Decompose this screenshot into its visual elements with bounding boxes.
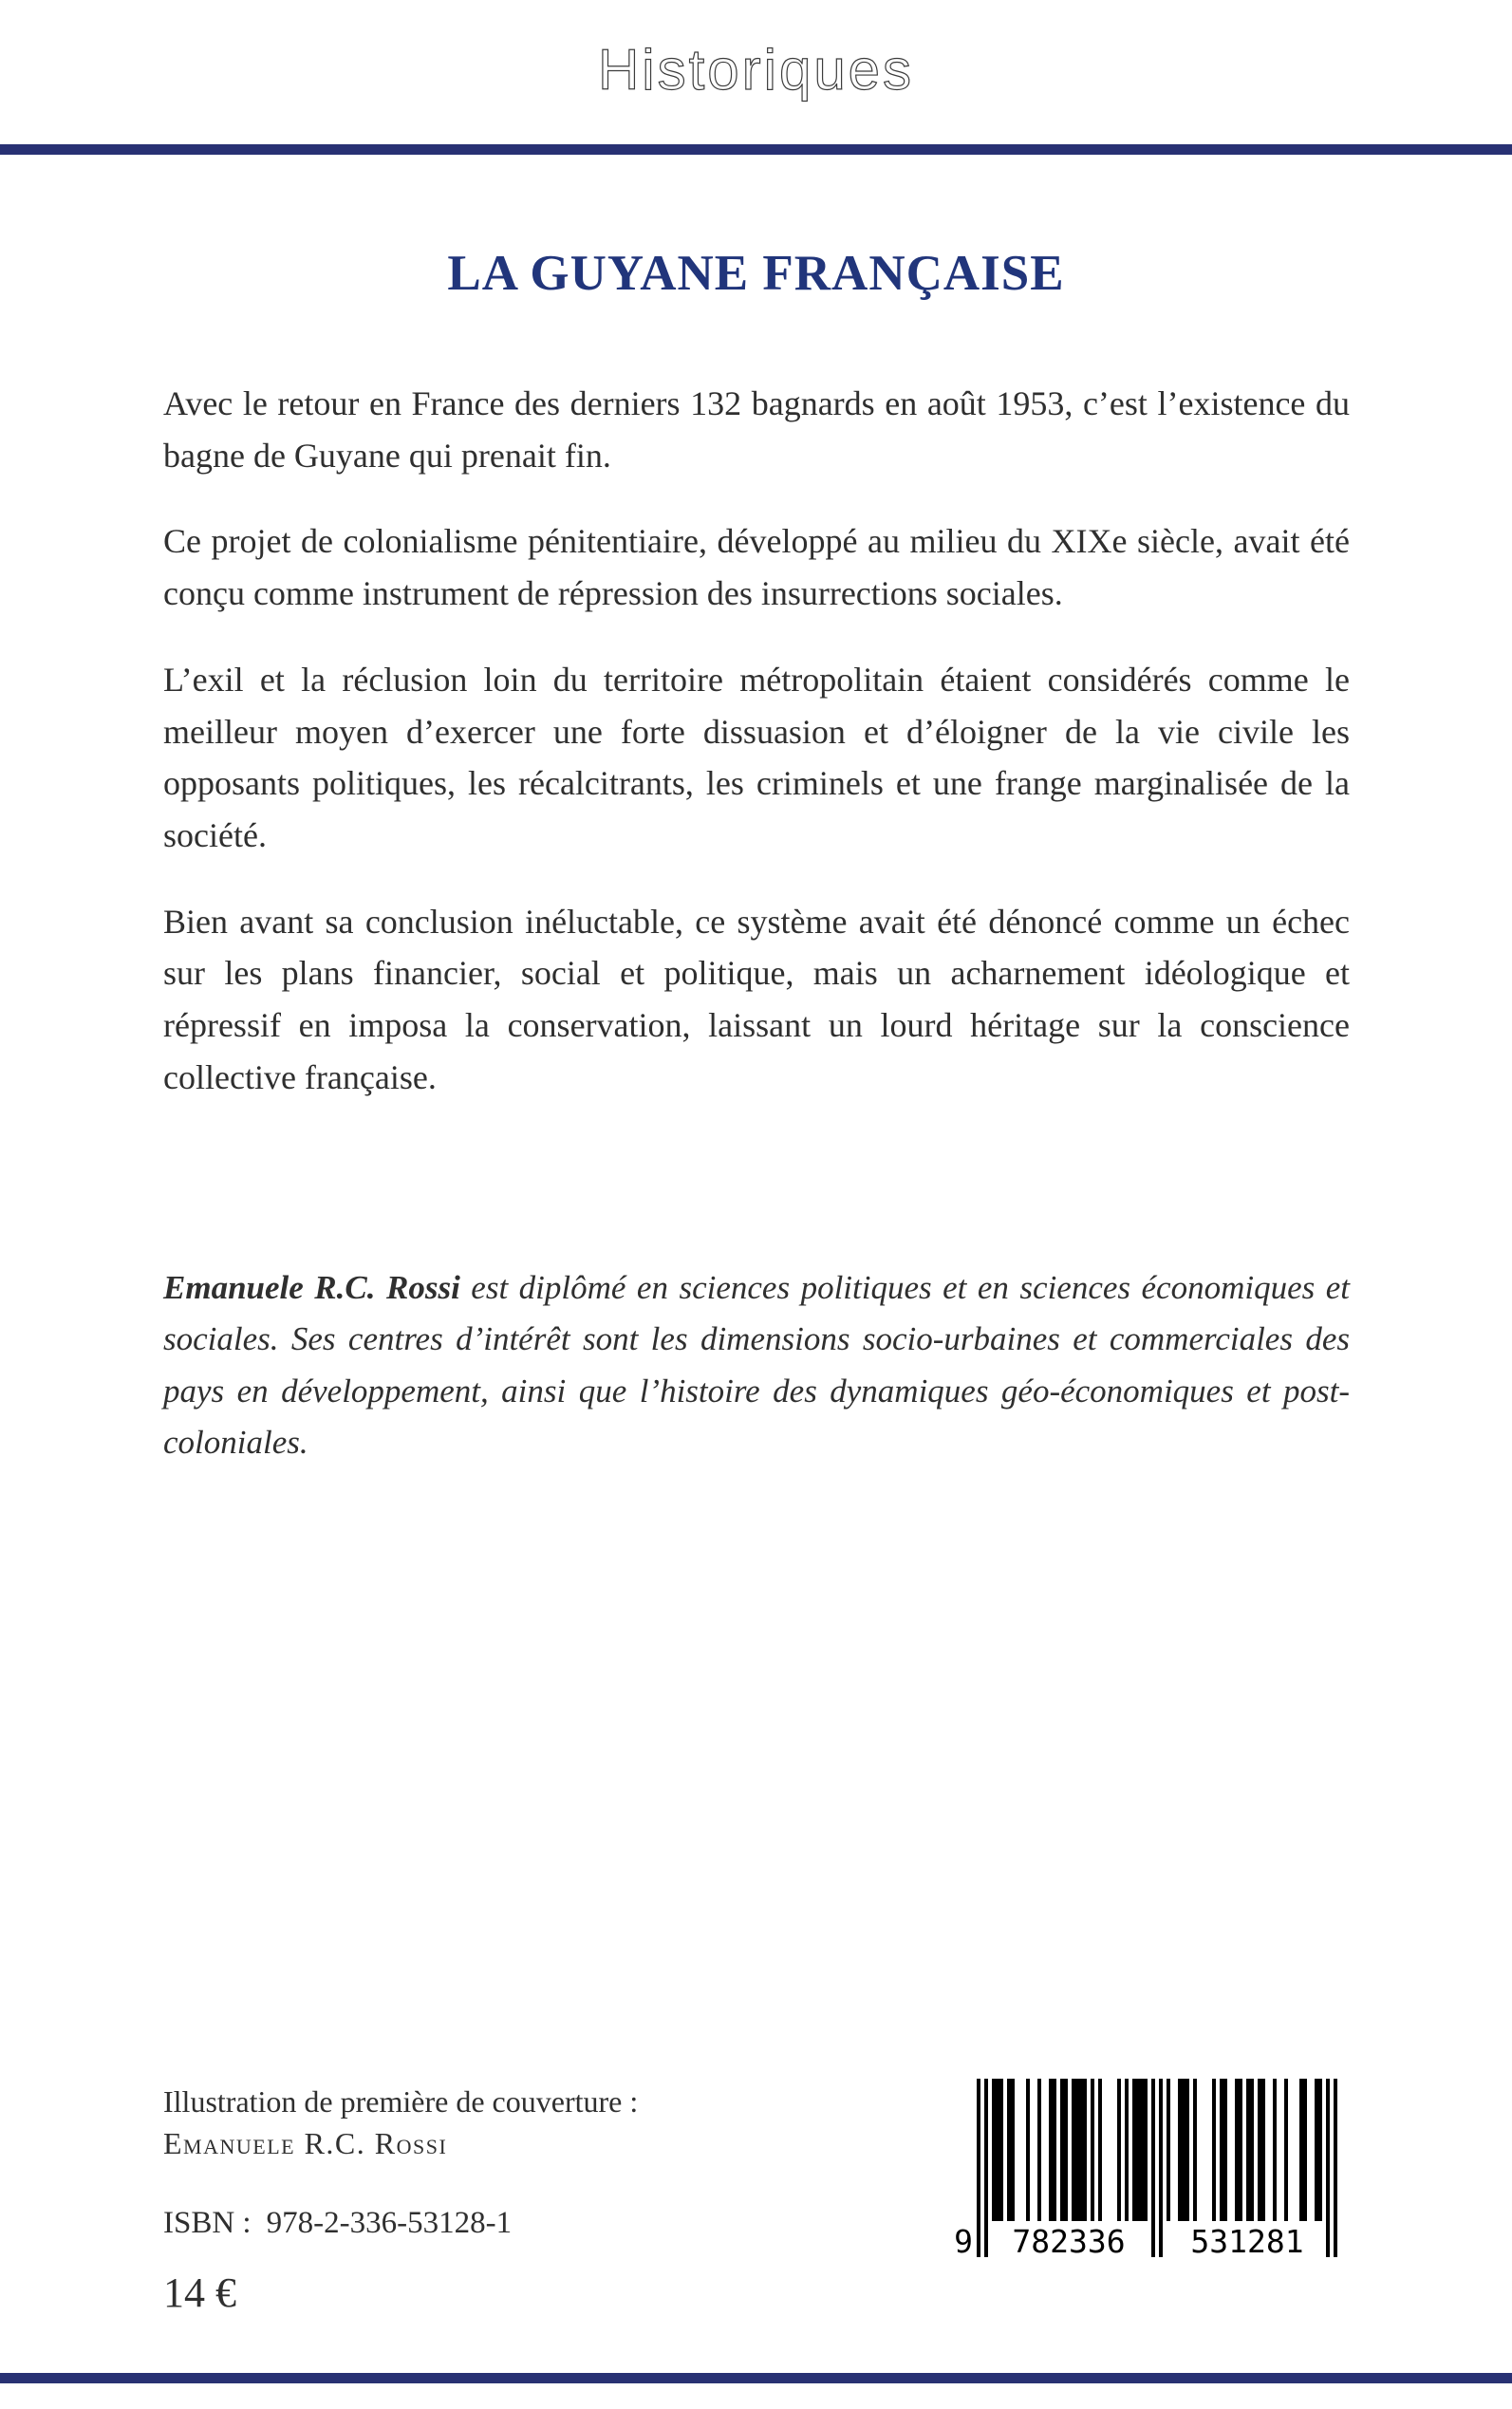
barcode-digit-system: 9 bbox=[954, 2223, 973, 2260]
page-title: LA GUYANE FRANÇAISE bbox=[447, 245, 1065, 301]
price: 14 € bbox=[163, 2269, 236, 2316]
author-bio bbox=[163, 1262, 1350, 1468]
author-bio-text: est diplômé en sciences politiques et en sciences économiques et sociales. Ses centres d’intérêt sont les dimensions socio-urbaines et commerciales des pays en développement, ainsi que l’histoire des dynamiques géo-économiques et post-coloniales. bbox=[163, 1269, 1350, 1461]
top-rule bbox=[0, 144, 1512, 155]
barcode-digits-left: 782336 bbox=[1012, 2223, 1126, 2260]
brand-logo bbox=[0, 25, 1512, 116]
barcode bbox=[946, 2065, 1370, 2289]
synopsis-paragraph: L’exil et la réclusion loin du territoire métropolitain étaient considérés comme le meilleur moyen d’exercer une forte dissuasion et d’éloigner de la vie civile les opposants politiques, les récalcitrants, les criminels et une frange marginalisée de la société. bbox=[163, 660, 1350, 855]
isbn-line bbox=[163, 2206, 512, 2241]
illustration-credit-label: Illustration de première de couverture : bbox=[163, 2084, 639, 2119]
brand-wordmark: Historiques bbox=[597, 38, 915, 102]
isbn-number: 978-2-336-53128-1 bbox=[266, 2206, 513, 2240]
barcode-digits-right: 531281 bbox=[1190, 2223, 1304, 2260]
synopsis-paragraph: Ce projet de colonialisme pénitentiaire, développé au milieu du XIXe siècle, avait été conçu comme instrument de répression des insurrections sociales. bbox=[163, 522, 1350, 613]
author-name: Emanuele R.C. Rossi bbox=[163, 1269, 460, 1306]
isbn-label: ISBN : bbox=[163, 2206, 252, 2240]
illustration-credit-name: Emanuele R.C. Rossi bbox=[163, 2126, 448, 2160]
synopsis-paragraph: Avec le retour en France des derniers 132 bagnards en août 1953, c’est l’existence du bagne de Guyane qui prenait fin. bbox=[163, 384, 1350, 475]
synopsis bbox=[163, 378, 1350, 1138]
synopsis-paragraph: Bien avant sa conclusion inéluctable, ce système avait été dénoncé comme un échec sur les plans financier, social et politique, mais un acharnement idéologique et répressif en imposa la conservation, laissant un lourd héritage sur la conscience collective française. bbox=[163, 902, 1350, 1096]
barcode-bar bbox=[1334, 2079, 1337, 2257]
bottom-rule bbox=[0, 2373, 1512, 2383]
